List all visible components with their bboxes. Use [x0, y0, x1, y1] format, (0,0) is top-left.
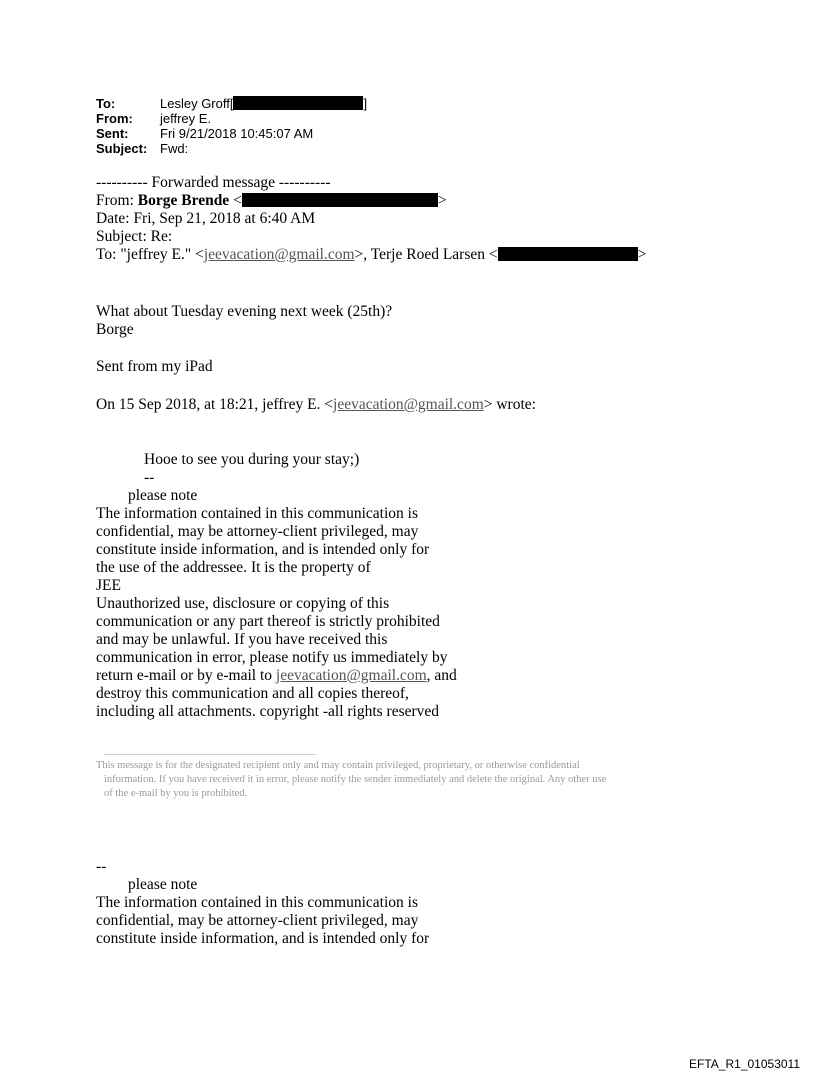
forwarded-date: Date: Fri, Sep 21, 2018 at 6:40 AM — [96, 210, 316, 227]
bates-number: EFTA_R1_01053011 — [689, 1057, 800, 1071]
header-to-row — [96, 96, 367, 111]
notice-line: Unauthorized use, disclosure or copying of this — [96, 595, 390, 612]
notice-line: JEE — [96, 577, 121, 594]
header-to-close: ] — [363, 96, 368, 111]
disclaimer-line: This message is for the designated recipient only and may contain privileged, proprietary, or otherwise confidential — [96, 760, 580, 771]
sent-from: Sent from my iPad — [96, 358, 213, 375]
forwarded-block — [96, 174, 646, 264]
notice-line: The information contained in this communication is — [96, 894, 418, 911]
forwarded-to-line — [96, 246, 646, 264]
header-to-label: To: — [96, 96, 116, 111]
notice-line: and may be unlawful. If you have received this — [96, 631, 388, 648]
email-header — [96, 96, 367, 156]
notice-email-suffix: , and — [426, 667, 457, 684]
redaction-box — [242, 193, 438, 207]
quote-prefix: On 15 Sep 2018, at 18:21, jeffrey E. < — [96, 396, 334, 413]
email-link[interactable]: jeevacation@gmail.com — [333, 396, 484, 413]
forwarded-from-lt: < — [229, 192, 242, 209]
header-sent-row — [96, 126, 367, 141]
forwarded-to-end: > — [637, 246, 647, 263]
forwarded-from-gt: > — [437, 192, 447, 209]
forwarded-to-prefix: To: "jeffrey E." < — [96, 246, 204, 263]
quote-intro — [96, 396, 536, 414]
notice-line: communication in error, please notify us immediately by — [96, 649, 448, 666]
quoted-message: Hooe to see you during your stay;) — [144, 451, 360, 468]
quote-suffix: > wrote: — [483, 396, 536, 413]
disclaimer-line: information. If you have received it in error, please notify the sender immediately and delete the original. Any other use — [104, 774, 607, 785]
redaction-box — [498, 247, 638, 261]
header-sent-label: Sent: — [96, 126, 129, 141]
header-from-value: jeffrey E. — [160, 111, 212, 126]
forwarded-from-line — [96, 192, 646, 210]
header-subject-label: Subject: — [96, 141, 148, 156]
notice-email-prefix: return e-mail or by e-mail to — [96, 667, 276, 684]
notice-line: constitute inside information, and is intended only for — [96, 930, 430, 947]
notice-line: confidential, may be attorney-client privileged, may — [96, 523, 419, 540]
body-line-1: What about Tuesday evening next week (25th)? — [96, 303, 393, 320]
notice-line: The information contained in this communication is — [96, 505, 418, 522]
header-from-row — [96, 111, 367, 126]
body-line-2: Borge — [96, 321, 134, 338]
second-signature-dash: -- — [96, 858, 107, 875]
header-to-value: Lesley Groff[ — [160, 96, 234, 111]
header-subject-row — [96, 141, 367, 156]
notice-line: including all attachments. copyright -all rights reserved — [96, 703, 440, 720]
redaction-box — [233, 96, 363, 110]
second-please-note: please note — [128, 876, 198, 893]
notice-line: the use of the addressee. It is the property of — [96, 559, 371, 576]
please-note: please note — [128, 487, 198, 504]
forwarded-divider: ---------- Forwarded message ---------- — [96, 174, 331, 191]
signature-dash: -- — [144, 469, 155, 486]
confidentiality-notice — [96, 505, 457, 721]
disclaimer-line: of the e-mail by you is prohibited. — [104, 788, 248, 799]
notice-line: destroy this communication and all copies thereof, — [96, 685, 409, 702]
disclaimer-rule — [104, 754, 316, 755]
forwarded-to-mid: >, Terje Roed Larsen < — [354, 246, 498, 263]
email-link[interactable]: jeevacation@gmail.com — [203, 246, 355, 263]
notice-email-line — [96, 667, 457, 685]
notice-line: confidential, may be attorney-client privileged, may — [96, 912, 419, 929]
forwarded-from-name: Borge Brende — [137, 192, 230, 209]
header-from-label: From: — [96, 111, 133, 126]
second-notice — [96, 894, 429, 948]
notice-line: constitute inside information, and is intended only for — [96, 541, 430, 558]
forwarded-subject: Subject: Re: — [96, 228, 173, 245]
notice-line: communication or any part thereof is strictly prohibited — [96, 613, 440, 630]
header-sent-value: Fri 9/21/2018 10:45:07 AM — [160, 126, 314, 141]
forwarded-from-prefix: From: — [96, 192, 138, 209]
email-link[interactable]: jeevacation@gmail.com — [275, 667, 427, 684]
header-subject-value: Fwd: — [160, 141, 189, 156]
